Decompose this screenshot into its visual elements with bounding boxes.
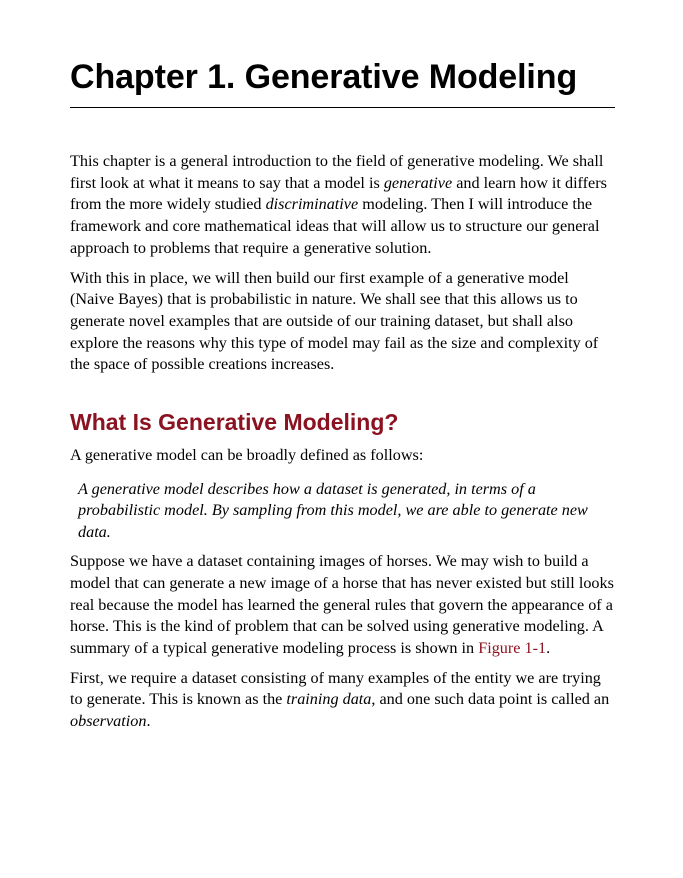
intro-paragraph-2: With this in place, we will then build our first example of a generative model (Naive Bayes) that is probabilistic in nature. We shall see that this allows us to generate novel examples that are outside of our training dataset, but shall also explore the reasons why this type of model may fail as the size and complexity of the space of possible creations increases. xyxy=(70,268,599,374)
section-paragraph-3: First, we require a dataset consisting of many examples of the entity we are trying to generate. This is known as the training data, and one such data point is called an observation. xyxy=(70,668,610,731)
emphasis-generative: generative xyxy=(383,173,453,192)
emphasis-training-data: training data xyxy=(286,690,372,709)
figure-link[interactable]: Figure 1-1 xyxy=(478,639,547,658)
emphasis-observation: observation xyxy=(70,712,147,731)
definition-quote: A generative model describes how a dataset is generated, in terms of a probabilistic model. By sampling from this model, we are able to generate new data. xyxy=(78,479,588,541)
title-divider xyxy=(70,107,615,108)
intro-paragraph-1: This chapter is a general introduction to the field of generative modeling. We shall first look at what it means to say that a model is generative and learn how it differs from the more widely studied discriminative modeling. Then I will introduce the framework and core mathematical ideas that will allow us to structure our general approach to problems that require a generative solution. xyxy=(70,152,607,257)
document-page xyxy=(70,0,615,733)
chapter-title: Chapter 1. Generative Modeling xyxy=(70,58,578,96)
section-paragraph-1: A generative model can be broadly defined as follows: xyxy=(70,446,424,465)
section-paragraph-2: Suppose we have a dataset containing images of horses. We may wish to build a model that can generate a new image of a horse that has never existed but still looks real because the model has learned the general rules that govern the appearance of a horse. This is the kind of problem that can be solved using generative modeling. A summary of a typical generative modeling process is shown in Figure 1-1. xyxy=(70,552,614,658)
section-heading: What Is Generative Modeling? xyxy=(70,409,399,436)
emphasis-discriminative: discriminative xyxy=(265,195,359,214)
